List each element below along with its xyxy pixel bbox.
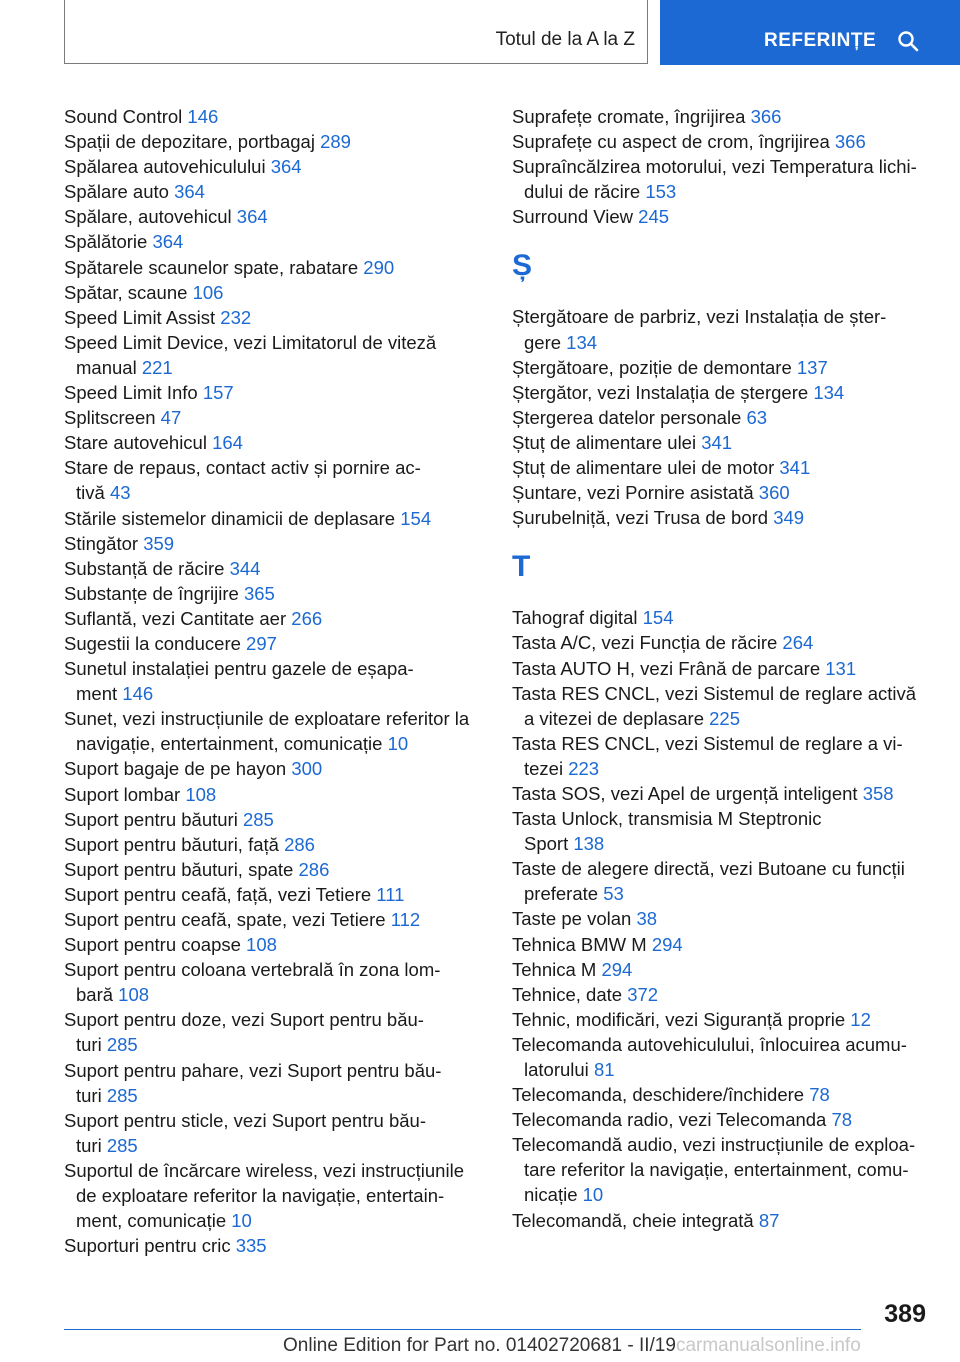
page-link[interactable]: 366 [834, 131, 866, 153]
page-link[interactable]: 294 [651, 933, 683, 955]
entry-text: Telecomanda, deschidere/închidere [512, 1084, 805, 1106]
entry-text: Ștergător, vezi Instalația de ștergere [512, 381, 809, 403]
index-entry [512, 380, 932, 405]
page-link[interactable]: 341 [779, 457, 811, 479]
entry-text: Tehnice, date [512, 983, 623, 1005]
index-entry [64, 154, 484, 179]
entry-text: Șuntare, vezi Pornire asistată [512, 482, 754, 504]
page-link[interactable]: 106 [192, 281, 224, 303]
entry-text: Substanțe de îngrijire [64, 582, 239, 604]
page-link[interactable]: 358 [862, 782, 894, 804]
page-link[interactable]: 154 [400, 507, 432, 529]
page-link[interactable]: 38 [636, 908, 658, 930]
index-entry [64, 531, 484, 556]
index-entry [64, 380, 484, 405]
page-link[interactable]: 78 [831, 1109, 853, 1131]
entry-text: Spălătorie [64, 231, 148, 253]
entry-text: Tasta Unlock, transmisia M Steptronic [512, 808, 822, 830]
entry-text: latorului [524, 1059, 589, 1080]
entry-text: Tasta RES CNCL, vezi Sistemul de reglare activă [512, 682, 917, 704]
entry-text: Spătar, scaune [64, 281, 188, 303]
entry-text: Ștergerea datelor personale [512, 406, 742, 428]
index-entry [64, 807, 484, 832]
entry-text: Spălarea autovehiculului [64, 156, 266, 178]
index-entry [512, 104, 932, 129]
page-link[interactable]: 87 [758, 1209, 780, 1231]
index-entry [512, 1007, 932, 1032]
entry-text: Tasta RES CNCL, vezi Sistemul de reglare a vi- [512, 732, 903, 754]
index-entry [512, 856, 932, 906]
index-entry [512, 681, 932, 731]
index-entry [512, 1082, 932, 1107]
entry-text: Suport pentru coloana vertebrală în zona lom- [64, 959, 441, 981]
index-entry [512, 430, 932, 455]
page-number: 389 [884, 1300, 926, 1328]
entry-text: Sugestii la conducere [64, 632, 241, 654]
index-entry [64, 204, 484, 229]
entry-text: Sound Control [64, 106, 183, 127]
page-link[interactable]: 349 [773, 507, 805, 529]
index-entry [512, 355, 932, 380]
entry-text: Suport pentru coapse [64, 934, 241, 956]
index-entry [512, 630, 932, 655]
index-letter-sh: Ș [512, 249, 533, 283]
page-link[interactable]: 12 [850, 1008, 871, 1030]
page-link[interactable]: 344 [229, 557, 261, 579]
page-link[interactable]: 364 [236, 206, 268, 228]
page-link[interactable]: 223 [568, 757, 600, 779]
page-link[interactable]: 108 [118, 984, 150, 1006]
page-link[interactable]: 112 [390, 909, 421, 930]
page-link[interactable]: 341 [701, 431, 733, 453]
page-link[interactable]: 359 [143, 532, 175, 554]
entry-text: turi [76, 1134, 102, 1156]
entry-text: tivă [76, 482, 105, 504]
index-entry [512, 204, 932, 229]
index-entry [64, 631, 484, 656]
entry-text: Suport bagaje de pe hayon [64, 758, 287, 780]
index-column-right [512, 104, 932, 1233]
header-title-box [64, 0, 648, 64]
page-link[interactable]: 111 [376, 883, 405, 905]
page-link[interactable]: 81 [593, 1059, 615, 1080]
page-link[interactable]: 294 [601, 958, 633, 980]
index-entry [512, 656, 932, 681]
footer-divider [64, 1329, 861, 1330]
index-entry [64, 405, 484, 430]
index-entry [512, 806, 932, 856]
page-link[interactable]: 365 [243, 582, 275, 604]
index-entry [512, 505, 932, 530]
index-entry [64, 782, 484, 807]
entry-text: Taste pe volan [512, 908, 632, 930]
index-entry [64, 129, 484, 154]
page-link[interactable]: 134 [813, 381, 845, 403]
page-link[interactable]: 232 [220, 306, 252, 328]
entry-text: Stingător [64, 532, 139, 554]
entry-text: Suport pentru sticle, vezi Suport pentru bău- [64, 1109, 426, 1131]
index-entry [512, 932, 932, 957]
entry-text: Spătarele scaunelor spate, rabatare [64, 256, 359, 278]
entry-text: Tasta SOS, vezi Apel de urgență inteligent [512, 782, 858, 804]
page-link[interactable]: 285 [242, 808, 274, 830]
page-link[interactable]: 225 [709, 707, 740, 729]
index-entry [64, 1108, 484, 1158]
page-link[interactable]: 146 [122, 683, 154, 705]
index-entry [64, 932, 484, 957]
page-link[interactable]: 285 [106, 1134, 138, 1156]
page-link[interactable]: 372 [627, 983, 659, 1005]
entry-text: de exploatare referitor la navigație, entertain- [76, 1185, 445, 1207]
page-link[interactable]: 157 [202, 382, 234, 404]
page-link[interactable]: 78 [809, 1084, 830, 1106]
entry-text: turi [76, 1034, 102, 1056]
entry-text: Speed Limit Info [64, 382, 198, 404]
page-link[interactable]: 63 [746, 406, 768, 428]
entry-text: ment, comunicație [76, 1210, 227, 1232]
index-entry [64, 907, 484, 932]
page-link[interactable]: 146 [187, 106, 219, 127]
entry-text: Spălare, autovehicul [64, 206, 232, 228]
page-link[interactable]: 286 [298, 858, 330, 880]
page-link[interactable]: 10 [387, 733, 409, 755]
index-entry [512, 982, 932, 1007]
entry-text: manual [76, 356, 137, 378]
entry-text: Stare autovehicul [64, 432, 207, 454]
page-link[interactable]: 53 [603, 883, 624, 905]
index-entry [64, 882, 484, 907]
entry-text: Suporturi pentru cric [64, 1235, 231, 1257]
page-link[interactable]: 297 [246, 632, 277, 654]
page-link[interactable]: 290 [363, 256, 395, 278]
page-link[interactable]: 264 [782, 632, 814, 654]
index-entry [64, 280, 484, 305]
page-link[interactable]: 300 [291, 758, 323, 780]
page-link[interactable]: 10 [231, 1210, 252, 1232]
entry-text: Spații de depozitare, portbagaj [64, 131, 315, 153]
watermark-text: carmanualsonline.info [675, 1335, 861, 1356]
header-section-tab[interactable] [660, 0, 960, 65]
entry-text: tare referitor la navigație, entertainment, comu- [524, 1159, 909, 1181]
entry-text: preferate [524, 883, 599, 905]
index-entry [512, 605, 932, 630]
index-entry [64, 455, 484, 505]
index-entry [64, 229, 484, 254]
entry-text: Suport pentru băuturi, față [64, 833, 279, 855]
entry-text: Telecomandă audio, vezi instrucțiunile de exploa- [512, 1134, 916, 1156]
index-entry [512, 129, 932, 154]
page-link[interactable]: 108 [185, 783, 217, 805]
index-entry [512, 405, 932, 430]
index-entry [64, 706, 484, 756]
entry-text: Suportul de încărcare wireless, vezi instrucțiunile [64, 1159, 464, 1181]
index-entry [512, 1132, 932, 1207]
page-link[interactable]: 134 [566, 331, 598, 353]
entry-text: Spălare auto [64, 181, 169, 203]
entry-text: Tehnic, modificări, vezi Siguranță proprie [512, 1008, 846, 1030]
entry-text: Speed Limit Device, vezi Limitatorul de viteză [64, 331, 437, 353]
entry-text: Supraîncălzirea motorului, vezi Temperatura lichi- [512, 156, 917, 178]
entry-text: Taste de alegere directă, vezi Butoane cu funcții [512, 858, 905, 880]
entry-text: Surround View [512, 206, 634, 228]
page-link[interactable]: 221 [141, 356, 173, 378]
entry-text: Telecomandă, cheie integrată [512, 1209, 754, 1231]
entry-text: Telecomanda autovehiculului, înlocuirea acumu- [512, 1033, 907, 1055]
index-entry [64, 756, 484, 781]
entry-text: Suport pentru doze, vezi Suport pentru bău- [64, 1009, 424, 1031]
page-link[interactable]: 360 [758, 482, 790, 504]
index-entry [512, 957, 932, 982]
index-entry [64, 957, 484, 1007]
page-link[interactable]: 289 [320, 131, 351, 153]
page-link[interactable]: 137 [796, 356, 828, 378]
index-entry [64, 255, 484, 280]
entry-text: Suport pentru ceafă, față, vezi Tetiere [64, 883, 372, 905]
entry-text: Sunetul instalației pentru gazele de eșapa- [64, 658, 414, 680]
index-entry [512, 455, 932, 480]
entry-text: Splitscreen [64, 407, 156, 429]
entry-text: Sport [524, 833, 569, 855]
entry-text: gere [524, 331, 562, 353]
header-title: Totul de la A la Z [495, 29, 635, 50]
page-link[interactable]: 245 [638, 206, 670, 228]
entry-text: dului de răcire [524, 181, 641, 203]
entry-text: Suport pentru ceafă, spate, vezi Tetiere [64, 909, 386, 930]
page-link[interactable]: 335 [235, 1235, 267, 1257]
index-group-t [512, 605, 932, 1232]
entry-text: Tasta AUTO H, vezi Frână de parcare [512, 657, 821, 679]
index-entry [512, 1208, 932, 1233]
index-entry [64, 430, 484, 455]
index-entry [64, 1233, 484, 1258]
page-link[interactable]: 266 [291, 607, 323, 629]
index-entry [512, 480, 932, 505]
entry-text: navigație, entertainment, comunicație [76, 733, 383, 755]
page-link[interactable]: 286 [284, 833, 315, 855]
page-link[interactable]: 364 [174, 181, 205, 203]
page-link[interactable]: 366 [750, 106, 782, 127]
index-entry [64, 104, 484, 129]
entry-text: Șurubelniță, vezi Trusa de bord [512, 507, 769, 529]
index-group-sh [512, 304, 932, 530]
search-icon[interactable] [897, 30, 919, 52]
index-entry [512, 1032, 932, 1082]
entry-text: Telecomanda radio, vezi Telecomanda [512, 1109, 827, 1131]
entry-text: nicație [524, 1184, 578, 1206]
section-label: REFERINȚE [764, 30, 877, 51]
page-link[interactable]: 108 [246, 934, 277, 956]
page-link[interactable]: 153 [645, 181, 677, 203]
entry-text: tezei [524, 757, 564, 779]
entry-text: Ștuț de alimentare ulei [512, 431, 697, 453]
entry-text: bară [76, 984, 114, 1006]
page-link[interactable]: 131 [825, 657, 857, 679]
entry-text: turi [76, 1084, 102, 1106]
entry-text: ment [76, 683, 118, 705]
index-entry [64, 1158, 484, 1233]
entry-text: Suport pentru băuturi, spate [64, 858, 294, 880]
entry-text: Tahograf digital [512, 607, 638, 629]
index-entry [512, 154, 932, 204]
entry-text: Suprafețe cromate, îngrijirea [512, 106, 746, 127]
page-link[interactable]: 285 [106, 1084, 138, 1106]
page-link[interactable]: 154 [642, 607, 674, 629]
index-entry [64, 832, 484, 857]
page-link[interactable]: 43 [109, 482, 131, 504]
footer [283, 1335, 861, 1357]
index-entry [64, 330, 484, 380]
page-link[interactable]: 364 [152, 231, 184, 253]
index-entry [64, 857, 484, 882]
index-entry [64, 506, 484, 531]
entry-text: Stare de repaus, contact activ și pornire ac- [64, 457, 421, 479]
index-entry [64, 305, 484, 330]
index-entry [512, 304, 932, 354]
index-entry [512, 906, 932, 931]
page-link[interactable]: 364 [270, 156, 302, 178]
entry-text: Speed Limit Assist [64, 306, 216, 328]
index-entry [512, 731, 932, 781]
index-entry [64, 556, 484, 581]
index-entry [512, 781, 932, 806]
entry-text: Tasta A/C, vezi Funcția de răcire [512, 632, 778, 654]
index-entry [64, 1058, 484, 1108]
entry-text: Sunet, vezi instrucțiunile de exploatare referitor la [64, 708, 470, 730]
entry-text: Suprafețe cu aspect de crom, îngrijirea [512, 131, 830, 153]
index-entry [64, 656, 484, 706]
index-entry [64, 606, 484, 631]
entry-text: Stările sistemelor dinamicii de deplasare [64, 507, 396, 529]
entry-text: a vitezei de deplasare [524, 707, 704, 729]
index-letter-t: T [512, 550, 531, 584]
entry-text: Tehnica M [512, 958, 597, 980]
index-column-left [64, 104, 484, 1258]
entry-text: Substanță de răcire [64, 557, 225, 579]
index-entry [64, 1007, 484, 1057]
index-entry [64, 581, 484, 606]
page-link[interactable]: 47 [160, 407, 182, 429]
entry-text: Suport pentru băuturi [64, 808, 238, 830]
entry-text: Suport pentru pahare, vezi Suport pentru bău- [64, 1059, 442, 1081]
entry-text: Tehnica BMW M [512, 933, 647, 955]
index-group-s [512, 104, 932, 229]
footer-text: Online Edition for Part no. 01402720681 - II/19 [283, 1335, 676, 1356]
entry-text: Ștergătoare, poziție de demontare [512, 356, 792, 378]
entry-text: Ștuț de alimentare ulei de motor [512, 457, 775, 479]
page-link[interactable]: 164 [212, 432, 243, 454]
page-link[interactable]: 285 [106, 1034, 138, 1056]
index-entry [64, 179, 484, 204]
entry-text: Ștergătoare de parbriz, vezi Instalația de șter- [512, 306, 887, 328]
page-link[interactable]: 138 [573, 833, 605, 855]
entry-text: Suport lombar [64, 783, 181, 805]
entry-text: Suflantă, vezi Cantitate aer [64, 607, 287, 629]
index-entry [512, 1107, 932, 1132]
page-link[interactable]: 10 [582, 1184, 604, 1206]
